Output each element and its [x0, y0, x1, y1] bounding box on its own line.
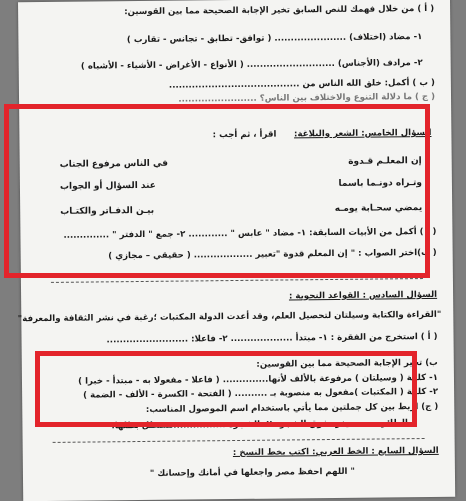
highlight-box-grammar — [35, 351, 417, 427]
section6-question-b-title: ب) تخير الإجابة الصحيحة مما بين القوسين: — [256, 357, 438, 370]
highlight-box-poetry — [4, 104, 430, 278]
verse-2-left: عند السؤال أو الجواب — [59, 180, 156, 192]
section7-text: " اللهم احفظ مصر واجعلها في أمانك وإحسانك " — [149, 466, 355, 479]
top-question-2: ٢- مرادف (الأجناس) ........................... ( الأنواع - الأغراض - الأشياء - الأشباه ) — [80, 58, 423, 72]
divider — [53, 438, 425, 443]
verse-3-left: بيـن الدفـاتر والكتـاب — [60, 205, 155, 217]
section6-passage: "القراءة والكتابة وسيلتان لتحصيل العلم، وقد أعدت الدولة المكتبات ؛رغبة في نشر الثقافة والمعرفة" — [17, 309, 442, 325]
section6-question-b2: ٢- كلمة ( المكتبات )مفعول به منصوبة بـ .......... ( الفتحة - الكسرة - الألف - الضمة ) — [83, 386, 439, 401]
section6-question-c-item: - الطائر..........يغرد فوق الشجرة ٢- الشجرة ................تستظل بظلها. — [111, 418, 415, 432]
section6-question-a: ( أ ) استخرج من الفقرة : ١- مبتدأ ................... ٢- فاعلا: ......................... — [106, 331, 438, 346]
top-question-header: ( أ ) من خلال فهمك للنص السابق تخير الإجابة الصحيحة مما بين القوسين: — [124, 3, 435, 18]
verse-1-left: في الناس مرفوع الجناب — [59, 158, 169, 170]
section5-title: السؤال الخامس: الشعر والبلاغة: — [293, 127, 432, 140]
section5-instruction: اقرأ ، ثم أجب : — [212, 129, 277, 141]
section6-title: السؤال السادس : القواعد النحوية : — [288, 289, 438, 302]
section7-title: السؤال السابع : الخط العربي: اكتب بخط النسخ : — [232, 445, 439, 459]
verse-2-right: وتـراه دونـما باسما — [338, 178, 422, 189]
verse-3-right: يمضي سحـابة يومـه — [334, 203, 423, 214]
section5-question-b: ( ب)اختر الصواب : " إن المعلم قدوة "تعبير .................. ( حقيقي – مجازي ) — [108, 247, 437, 262]
top-question-c: ( ج ) ما دلالة التنوع والاختلاف بين الناس؟ ........................ — [178, 91, 436, 105]
verse-1-right: إن المعلـم قـدوة — [348, 156, 422, 167]
section5-question-a: ( أ ) أكمل من الأبيات السابقة: ١- مضاد " عابس " ............ ٢- جمع " الدفتر " .............. — [63, 226, 437, 241]
section6-question-c: ( ج) اربط بين كل جملتين مما يأتي باستخدام اسم الموصول المناسب: — [145, 401, 439, 415]
divider — [51, 278, 423, 283]
section6-question-b1: ١- كلمة ( وسيلتان ) مرفوعة بالألف لأنها.............. ( فاعلا - مفعولا به - مبتدأ - خبرا ) — [78, 372, 439, 387]
top-question-1: ١- مضاد (اختلاف) ...................... ( توافق- تطابق - تجانس - تقارب ) — [126, 32, 423, 46]
top-question-b: ( ب ) أكمل: خلق الله الناس من ........................................ — [168, 77, 435, 91]
